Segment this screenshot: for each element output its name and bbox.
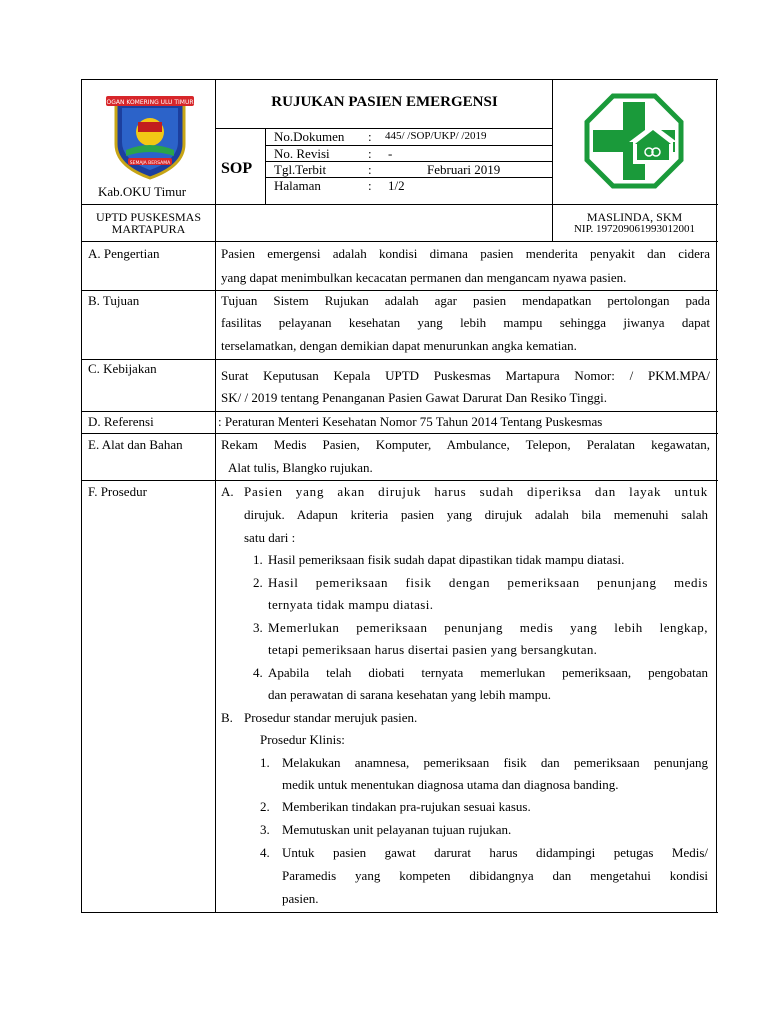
list-text: Untuk pasien gawat darurat harus didampingi petugas Medis/ <box>282 845 708 860</box>
organization-name <box>82 211 215 235</box>
label-kebijakan: C. Kebijakan <box>88 361 157 376</box>
list-number: 4. <box>260 845 270 860</box>
table-border-right <box>716 79 717 912</box>
list-number: 1. <box>260 755 270 770</box>
list-text: Hasil pemeriksaan fisik sudah dapat dipastikan tidak mampu diatasi. <box>268 552 625 567</box>
prosedur-b-marker: B. <box>221 710 233 725</box>
meta-value: 445/ /SOP/UKP/ /2019 <box>385 130 487 142</box>
meta-label: No. Revisi <box>274 146 330 161</box>
tujuan-line-1: Tujuan Sistem Rujukan adalah agar pasien mendapatkan pertolongan pada <box>221 293 710 308</box>
signer-nip: NIP. 197209061993012001 <box>573 223 695 235</box>
kebijakan-line-1: Surat Keputusan Kepala UPTD Puskesmas Martapura Nomor: / PKM.MPA/ <box>221 368 710 383</box>
pengertian-line-1: Pasien emergensi adalah kondisi dimana pasien menderita penyakit dan cidera <box>221 246 710 261</box>
table-border-top <box>81 79 718 80</box>
svg-text:SEMAJA BERSAMA: SEMAJA BERSAMA <box>129 161 171 166</box>
table-border-left <box>81 79 82 912</box>
meta-value: Februari 2019 <box>427 162 501 177</box>
list-number: 3. <box>253 620 263 635</box>
meta-label: Tgl.Terbit <box>274 162 327 177</box>
list-number: 1. <box>253 552 263 567</box>
prosedur-a-marker: A. <box>221 484 234 499</box>
list-number: 4. <box>253 665 263 680</box>
list-text: medik untuk menentukan diagnosa utama dan diagnosa banding. <box>282 777 619 792</box>
list-text: dan perawatan di sarana kesehatan yang lebih mampu. <box>268 687 551 702</box>
meta-sep: : <box>368 129 372 144</box>
label-pengertian: A. Pengertian <box>88 246 160 261</box>
meta-value: - <box>388 146 393 161</box>
label-prosedur: F. Prosedur <box>88 484 147 499</box>
row-separator-d <box>81 433 718 434</box>
prosedur-a-line-3: satu dari : <box>244 530 296 545</box>
meta-label: No.Dokumen <box>274 129 345 144</box>
list-text: Hasil pemeriksaan fisik dengan pemeriksaan penunjang medis <box>268 575 708 590</box>
row-separator-c <box>81 411 718 412</box>
meta-sep: : <box>368 146 372 161</box>
prosedur-b-title: Prosedur standar merujuk pasien. <box>244 710 418 725</box>
list-text: ternyata tidak mampu diatasi. <box>268 597 434 612</box>
region-label: Kab.OKU Timur <box>98 184 187 199</box>
prosedur-a-line-2: dirujuk. Adapun kriteria pasien yang dirujuk adalah bila memenuhi salah <box>244 507 708 522</box>
title-separator <box>216 128 553 129</box>
prosedur-a-line-1: Pasien yang akan dirujuk harus sudah diperiksa dan layak untuk <box>244 484 708 499</box>
kebijakan-line-2: SK/ / 2019 tentang Penanganan Pasien Gawat Darurat Dan Resiko Tinggi. <box>221 390 607 405</box>
row-separator-b <box>81 359 718 360</box>
tujuan-line-2: fasilitas pelayanan kesehatan yang lebih mampu sehingga jiwanya dapat <box>221 315 710 330</box>
list-text: pasien. <box>282 891 319 906</box>
label-column-divider <box>215 79 216 912</box>
list-number: 3. <box>260 822 270 837</box>
oku-timur-logo <box>102 92 198 180</box>
list-text: Melakukan anamnesa, pemeriksaan fisik dan pemeriksaan penunjang <box>282 755 708 770</box>
document-title: RUJUKAN PASIEN EMERGENSI <box>271 94 498 110</box>
alat-line-1: Rekam Medis Pasien, Komputer, Ambulance, Telepon, Peralatan kegawatan, <box>221 437 710 452</box>
oku-timur-emblem-icon <box>102 92 198 180</box>
meta-label: Halaman <box>274 178 321 193</box>
signer-block <box>553 211 716 235</box>
puskesmas-cross-icon <box>583 92 685 190</box>
label-alat-bahan: E. Alat dan Bahan <box>88 437 183 452</box>
puskesmas-logo <box>583 92 685 190</box>
meta-sep: : <box>368 162 372 177</box>
list-text: Memberikan tindakan pra-rujukan sesuai kasus. <box>282 799 531 814</box>
row-separator-a <box>81 290 718 291</box>
row-separator-e <box>81 480 718 481</box>
list-text: Paramedis yang kompeten dibidangnya dan mengetahui kondisi <box>282 868 708 883</box>
list-number: 2. <box>260 799 270 814</box>
prosedur-b-subtitle: Prosedur Klinis: <box>260 732 345 747</box>
table-border-bottom <box>81 912 718 913</box>
svg-text:OGAN KOMERING ULU TIMUR: OGAN KOMERING ULU TIMUR <box>106 99 194 106</box>
sop-label: SOP <box>221 160 253 177</box>
list-text: Apabila telah diobati ternyata memerlukan pemeriksaan, pengobatan <box>268 665 708 680</box>
meta-sep: : <box>368 178 372 193</box>
referensi-line-1: : Peraturan Menteri Kesehatan Nomor 75 Tahun 2014 Tentang Puskesmas <box>218 414 603 429</box>
header-separator <box>81 204 718 205</box>
label-referensi: D. Referensi <box>88 414 154 429</box>
list-text: Memutuskan unit pelayanan tujuan rujukan. <box>282 822 512 837</box>
org-line-1: UPTD PUSKESMAS <box>95 210 202 224</box>
org-line-2: MARTAPURA <box>111 222 186 236</box>
tujuan-line-3: terselamatkan, dengan demikian dapat menurunkan angka kematian. <box>221 338 577 353</box>
alat-line-2: Alat tulis, Blangko rujukan. <box>228 460 373 475</box>
label-tujuan: B. Tujuan <box>88 293 140 308</box>
sop-divider <box>265 128 266 204</box>
signer-name: MASLINDA, SKM <box>586 210 683 224</box>
meta-value: 1/2 <box>388 178 405 193</box>
org-row-separator <box>81 241 718 242</box>
list-number: 2. <box>253 575 263 590</box>
list-text: Memerlukan pemeriksaan penunjang medis yang lebih lengkap, <box>268 620 708 635</box>
list-text: tetapi pemeriksaan harus disertai pasien yang bersangkutan. <box>268 642 598 657</box>
pengertian-line-2: yang dapat menimbulkan kecacatan permanen dan mengancam nyawa pasien. <box>221 270 627 285</box>
